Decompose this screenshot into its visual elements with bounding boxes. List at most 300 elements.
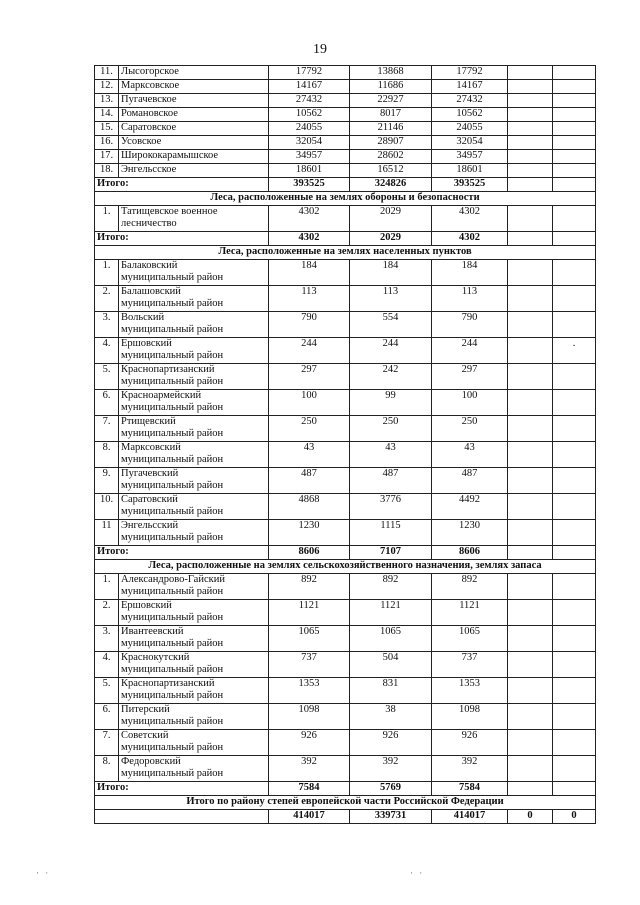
- cell-value-2: 22927: [350, 94, 432, 108]
- cell-value-1: 34957: [269, 150, 350, 164]
- grand-total-value-4: 0: [508, 810, 553, 824]
- total-row: [95, 782, 596, 796]
- name-line-1: Александрово-Гайский: [121, 574, 225, 585]
- section-heading-row: [95, 246, 596, 260]
- cell-value-3: 4492: [432, 494, 508, 520]
- name-line-2: муниципальный район: [121, 664, 224, 675]
- footer-mark-left: · ·: [36, 868, 51, 878]
- cell-number: 15.: [95, 122, 119, 136]
- grand-total-row: [95, 810, 596, 824]
- name-line-2: лесничество: [121, 218, 177, 229]
- cell-value-3: 1353: [432, 678, 508, 704]
- total-row: [95, 232, 596, 246]
- cell-value-1: 24055: [269, 122, 350, 136]
- cell-value-4: [508, 678, 553, 704]
- table-row: [95, 756, 596, 782]
- name-line-2: муниципальный район: [121, 428, 224, 439]
- cell-value-1: 17792: [269, 66, 350, 80]
- cell-value-2: 831: [350, 678, 432, 704]
- cell-value-3: 790: [432, 312, 508, 338]
- grand-total-label: [95, 810, 269, 824]
- table-row: [95, 494, 596, 520]
- cell-value-2: 250: [350, 416, 432, 442]
- name-line-2: муниципальный район: [121, 612, 224, 623]
- total-value-5: [553, 178, 596, 192]
- cell-value-3: 926: [432, 730, 508, 756]
- name-line-1: Федоровский: [121, 756, 181, 767]
- table-row: [95, 206, 596, 232]
- footer-mark-right: · ·: [410, 868, 425, 878]
- cell-number: 3.: [95, 626, 119, 652]
- cell-value-3: 17792: [432, 66, 508, 80]
- cell-name: [119, 260, 269, 286]
- name-line-1: Красноармейский: [121, 390, 202, 401]
- total-value-5: [553, 546, 596, 560]
- cell-value-5: [553, 364, 596, 390]
- cell-value-3: 1121: [432, 600, 508, 626]
- cell-number: 12.: [95, 80, 119, 94]
- cell-number: 6.: [95, 704, 119, 730]
- cell-value-3: 34957: [432, 150, 508, 164]
- name-line-2: муниципальный район: [121, 350, 224, 361]
- cell-name: [119, 678, 269, 704]
- name-line-2: муниципальный район: [121, 690, 224, 701]
- table-row: [95, 364, 596, 390]
- cell-value-2: 11686: [350, 80, 432, 94]
- cell-value-3: 892: [432, 574, 508, 600]
- cell-name: Саратовское: [119, 122, 269, 136]
- name-line-1: Татищевское военное: [121, 206, 218, 217]
- table-row: [95, 150, 596, 164]
- table-row: [95, 108, 596, 122]
- name-line-1: Ершовский: [121, 600, 172, 611]
- cell-name: [119, 574, 269, 600]
- cell-value-5: [553, 108, 596, 122]
- name-line-2: муниципальный район: [121, 376, 224, 387]
- table-row: [95, 652, 596, 678]
- cell-number: 4.: [95, 338, 119, 364]
- cell-name: [119, 626, 269, 652]
- cell-value-4: [508, 520, 553, 546]
- section-heading-row: [95, 560, 596, 574]
- cell-value-1: 737: [269, 652, 350, 678]
- cell-value-5: [553, 206, 596, 232]
- cell-value-5: [553, 416, 596, 442]
- cell-value-3: 487: [432, 468, 508, 494]
- cell-name: [119, 756, 269, 782]
- cell-value-5: [553, 520, 596, 546]
- cell-value-4: [508, 364, 553, 390]
- cell-value-2: 184: [350, 260, 432, 286]
- cell-name: [119, 286, 269, 312]
- cell-number: 7.: [95, 730, 119, 756]
- name-line-2: муниципальный район: [121, 480, 224, 491]
- cell-value-1: 100: [269, 390, 350, 416]
- cell-number: 5.: [95, 678, 119, 704]
- cell-name: [119, 442, 269, 468]
- name-line-2: муниципальный район: [121, 454, 224, 465]
- table-row: [95, 136, 596, 150]
- cell-number: 8.: [95, 442, 119, 468]
- cell-value-3: 14167: [432, 80, 508, 94]
- total-value-4: [508, 232, 553, 246]
- cell-value-2: 8017: [350, 108, 432, 122]
- table-row: [95, 678, 596, 704]
- total-value-2: 324826: [350, 178, 432, 192]
- total-value-4: [508, 782, 553, 796]
- total-value-5: [553, 782, 596, 796]
- cell-value-1: 27432: [269, 94, 350, 108]
- cell-value-2: 21146: [350, 122, 432, 136]
- cell-value-3: 24055: [432, 122, 508, 136]
- cell-number: 1.: [95, 206, 119, 232]
- name-line-1: Балаковский: [121, 260, 178, 271]
- cell-value-2: 2029: [350, 206, 432, 232]
- cell-value-1: 392: [269, 756, 350, 782]
- cell-value-1: 926: [269, 730, 350, 756]
- name-line-1: Энгельсский: [121, 520, 179, 531]
- cell-number: 17.: [95, 150, 119, 164]
- total-value-1: 8606: [269, 546, 350, 560]
- cell-name: Усовское: [119, 136, 269, 150]
- cell-name: Энгельсское: [119, 164, 269, 178]
- cell-value-2: 13868: [350, 66, 432, 80]
- section-heading: Леса, расположенные на землях населенных пунктов: [95, 246, 596, 260]
- cell-value-4: [508, 600, 553, 626]
- cell-value-3: 737: [432, 652, 508, 678]
- cell-name: [119, 338, 269, 364]
- cell-value-5: .: [553, 338, 596, 364]
- cell-name: [119, 468, 269, 494]
- cell-value-2: 392: [350, 756, 432, 782]
- cell-value-1: 1121: [269, 600, 350, 626]
- table-row: [95, 468, 596, 494]
- cell-number: 1.: [95, 574, 119, 600]
- cell-value-3: 1098: [432, 704, 508, 730]
- total-value-5: [553, 232, 596, 246]
- total-value-2: 7107: [350, 546, 432, 560]
- cell-value-4: [508, 442, 553, 468]
- name-line-2: муниципальный район: [121, 716, 224, 727]
- total-row: [95, 178, 596, 192]
- cell-value-2: 504: [350, 652, 432, 678]
- cell-name: [119, 390, 269, 416]
- table-row: [95, 442, 596, 468]
- cell-value-4: [508, 756, 553, 782]
- cell-value-5: [553, 626, 596, 652]
- cell-value-1: 18601: [269, 164, 350, 178]
- cell-value-1: 43: [269, 442, 350, 468]
- cell-value-2: 28907: [350, 136, 432, 150]
- cell-value-4: [508, 416, 553, 442]
- table-row: [95, 704, 596, 730]
- cell-value-2: 16512: [350, 164, 432, 178]
- grand-total-value-1: 414017: [269, 810, 350, 824]
- section-heading: Леса, расположенные на землях сельскохозяйственного назначения, землях запаса: [95, 560, 596, 574]
- cell-value-2: 892: [350, 574, 432, 600]
- cell-value-3: 392: [432, 756, 508, 782]
- cell-value-5: [553, 468, 596, 494]
- table-row: [95, 94, 596, 108]
- cell-value-4: [508, 652, 553, 678]
- name-line-2: муниципальный район: [121, 272, 224, 283]
- name-line-1: Краснокутский: [121, 652, 190, 663]
- cell-value-5: [553, 574, 596, 600]
- cell-value-3: 250: [432, 416, 508, 442]
- name-line-2: муниципальный район: [121, 742, 224, 753]
- table-row: [95, 66, 596, 80]
- cell-value-1: 1065: [269, 626, 350, 652]
- cell-value-5: [553, 494, 596, 520]
- name-line-1: Вольский: [121, 312, 165, 323]
- name-line-1: Краснопартизанский: [121, 364, 215, 375]
- total-label: Итого:: [95, 178, 269, 192]
- cell-number: 13.: [95, 94, 119, 108]
- total-value-3: 7584: [432, 782, 508, 796]
- cell-value-5: [553, 652, 596, 678]
- cell-value-1: 244: [269, 338, 350, 364]
- cell-value-2: 38: [350, 704, 432, 730]
- total-value-1: 4302: [269, 232, 350, 246]
- grand-total-value-2: 339731: [350, 810, 432, 824]
- cell-value-1: 14167: [269, 80, 350, 94]
- cell-value-5: [553, 390, 596, 416]
- name-line-1: Ивантеевский: [121, 626, 184, 637]
- cell-value-2: 1065: [350, 626, 432, 652]
- name-line-1: Балашовский: [121, 286, 181, 297]
- cell-number: 1.: [95, 260, 119, 286]
- cell-number: 6.: [95, 390, 119, 416]
- cell-value-3: 27432: [432, 94, 508, 108]
- cell-number: 9.: [95, 468, 119, 494]
- total-row: [95, 546, 596, 560]
- total-value-4: [508, 178, 553, 192]
- total-value-1: 7584: [269, 782, 350, 796]
- cell-number: 11: [95, 520, 119, 546]
- name-line-1: Пугачевский: [121, 468, 179, 479]
- total-value-3: 8606: [432, 546, 508, 560]
- cell-value-1: 1098: [269, 704, 350, 730]
- cell-value-1: 184: [269, 260, 350, 286]
- cell-name: [119, 312, 269, 338]
- cell-value-2: 99: [350, 390, 432, 416]
- name-line-1: Краснопартизанский: [121, 678, 215, 689]
- cell-value-4: [508, 286, 553, 312]
- total-value-1: 393525: [269, 178, 350, 192]
- cell-name: Марксовское: [119, 80, 269, 94]
- table-row: [95, 626, 596, 652]
- cell-value-2: 1121: [350, 600, 432, 626]
- table-row: [95, 338, 596, 364]
- cell-value-4: [508, 94, 553, 108]
- cell-name: Ширококарамышское: [119, 150, 269, 164]
- total-value-3: 393525: [432, 178, 508, 192]
- cell-value-1: 1353: [269, 678, 350, 704]
- cell-value-4: [508, 80, 553, 94]
- name-line-1: Ершовский: [121, 338, 172, 349]
- name-line-2: муниципальный район: [121, 638, 224, 649]
- cell-value-1: 32054: [269, 136, 350, 150]
- cell-value-2: 28602: [350, 150, 432, 164]
- cell-value-4: [508, 260, 553, 286]
- cell-number: 16.: [95, 136, 119, 150]
- name-line-2: муниципальный район: [121, 768, 224, 779]
- cell-name: [119, 704, 269, 730]
- section-heading: Леса, расположенные на землях обороны и безопасности: [95, 192, 596, 206]
- name-line-2: муниципальный район: [121, 324, 224, 335]
- name-line-2: муниципальный район: [121, 586, 224, 597]
- table-row: [95, 730, 596, 756]
- total-value-4: [508, 546, 553, 560]
- cell-value-2: 926: [350, 730, 432, 756]
- table-body: [95, 66, 596, 824]
- cell-value-5: [553, 94, 596, 108]
- cell-value-4: [508, 390, 553, 416]
- cell-value-4: [508, 338, 553, 364]
- cell-value-3: 184: [432, 260, 508, 286]
- cell-name: [119, 206, 269, 232]
- cell-value-5: [553, 286, 596, 312]
- cell-value-3: 32054: [432, 136, 508, 150]
- total-label: Итого:: [95, 232, 269, 246]
- name-line-1: Питерский: [121, 704, 170, 715]
- cell-number: 4.: [95, 652, 119, 678]
- cell-value-5: [553, 150, 596, 164]
- total-label: Итого:: [95, 782, 269, 796]
- name-line-2: муниципальный район: [121, 532, 224, 543]
- cell-value-1: 250: [269, 416, 350, 442]
- cell-value-4: [508, 730, 553, 756]
- cell-value-4: [508, 626, 553, 652]
- table-row: [95, 286, 596, 312]
- name-line-2: муниципальный район: [121, 298, 224, 309]
- cell-value-2: 43: [350, 442, 432, 468]
- cell-value-5: [553, 756, 596, 782]
- cell-value-3: 1065: [432, 626, 508, 652]
- total-value-2: 2029: [350, 232, 432, 246]
- cell-name: [119, 652, 269, 678]
- cell-number: 18.: [95, 164, 119, 178]
- cell-value-2: 554: [350, 312, 432, 338]
- cell-value-3: 297: [432, 364, 508, 390]
- section-heading: Итого по району степей европейской части Российской Федерации: [95, 796, 596, 810]
- cell-name: [119, 600, 269, 626]
- table-row: [95, 416, 596, 442]
- page-number: 19: [313, 42, 327, 57]
- cell-value-5: [553, 136, 596, 150]
- total-value-3: 4302: [432, 232, 508, 246]
- table-row: [95, 260, 596, 286]
- cell-value-4: [508, 494, 553, 520]
- cell-value-4: [508, 468, 553, 494]
- section-heading-row: [95, 796, 596, 810]
- cell-name: [119, 520, 269, 546]
- cell-value-1: 113: [269, 286, 350, 312]
- cell-value-1: 4302: [269, 206, 350, 232]
- total-value-2: 5769: [350, 782, 432, 796]
- cell-value-1: 297: [269, 364, 350, 390]
- name-line-1: Марксовский: [121, 442, 181, 453]
- cell-value-5: [553, 122, 596, 136]
- cell-value-5: [553, 66, 596, 80]
- cell-value-4: [508, 704, 553, 730]
- table-row: [95, 312, 596, 338]
- name-line-2: муниципальный район: [121, 506, 224, 517]
- cell-number: 2.: [95, 286, 119, 312]
- forest-area-table: [94, 65, 596, 824]
- cell-value-2: 3776: [350, 494, 432, 520]
- cell-value-5: [553, 678, 596, 704]
- cell-value-4: [508, 164, 553, 178]
- cell-value-4: [508, 312, 553, 338]
- cell-value-1: 4868: [269, 494, 350, 520]
- cell-value-5: [553, 442, 596, 468]
- cell-value-5: [553, 600, 596, 626]
- cell-value-5: [553, 704, 596, 730]
- cell-value-1: 892: [269, 574, 350, 600]
- cell-value-5: [553, 312, 596, 338]
- cell-value-4: [508, 108, 553, 122]
- cell-value-5: [553, 80, 596, 94]
- name-line-2: муниципальный район: [121, 402, 224, 413]
- cell-value-4: [508, 206, 553, 232]
- cell-name: [119, 494, 269, 520]
- cell-value-3: 43: [432, 442, 508, 468]
- table-row: [95, 164, 596, 178]
- grand-total-value-5: 0: [553, 810, 596, 824]
- cell-number: 10.: [95, 494, 119, 520]
- cell-number: 11.: [95, 66, 119, 80]
- cell-name: Пугачевское: [119, 94, 269, 108]
- cell-name: [119, 364, 269, 390]
- cell-number: 5.: [95, 364, 119, 390]
- section-heading-row: [95, 192, 596, 206]
- name-line-1: Советский: [121, 730, 169, 741]
- cell-value-3: 4302: [432, 206, 508, 232]
- cell-number: 14.: [95, 108, 119, 122]
- cell-name: Лысогорское: [119, 66, 269, 80]
- cell-value-5: [553, 260, 596, 286]
- grand-total-value-3: 414017: [432, 810, 508, 824]
- table-row: [95, 80, 596, 94]
- cell-number: 7.: [95, 416, 119, 442]
- table-row: [95, 520, 596, 546]
- cell-name: [119, 730, 269, 756]
- table-row: [95, 122, 596, 136]
- cell-value-5: [553, 164, 596, 178]
- cell-value-1: 790: [269, 312, 350, 338]
- cell-value-2: 113: [350, 286, 432, 312]
- cell-number: 8.: [95, 756, 119, 782]
- cell-value-3: 113: [432, 286, 508, 312]
- name-line-1: Ртищевский: [121, 416, 176, 427]
- cell-value-2: 242: [350, 364, 432, 390]
- cell-name: Романовское: [119, 108, 269, 122]
- cell-number: 3.: [95, 312, 119, 338]
- cell-value-3: 10562: [432, 108, 508, 122]
- cell-value-2: 1115: [350, 520, 432, 546]
- cell-value-2: 487: [350, 468, 432, 494]
- cell-value-3: 244: [432, 338, 508, 364]
- cell-value-4: [508, 150, 553, 164]
- cell-value-5: [553, 730, 596, 756]
- cell-name: [119, 416, 269, 442]
- cell-value-3: 100: [432, 390, 508, 416]
- name-line-1: Саратовский: [121, 494, 178, 505]
- cell-value-4: [508, 574, 553, 600]
- cell-value-3: 18601: [432, 164, 508, 178]
- cell-value-4: [508, 122, 553, 136]
